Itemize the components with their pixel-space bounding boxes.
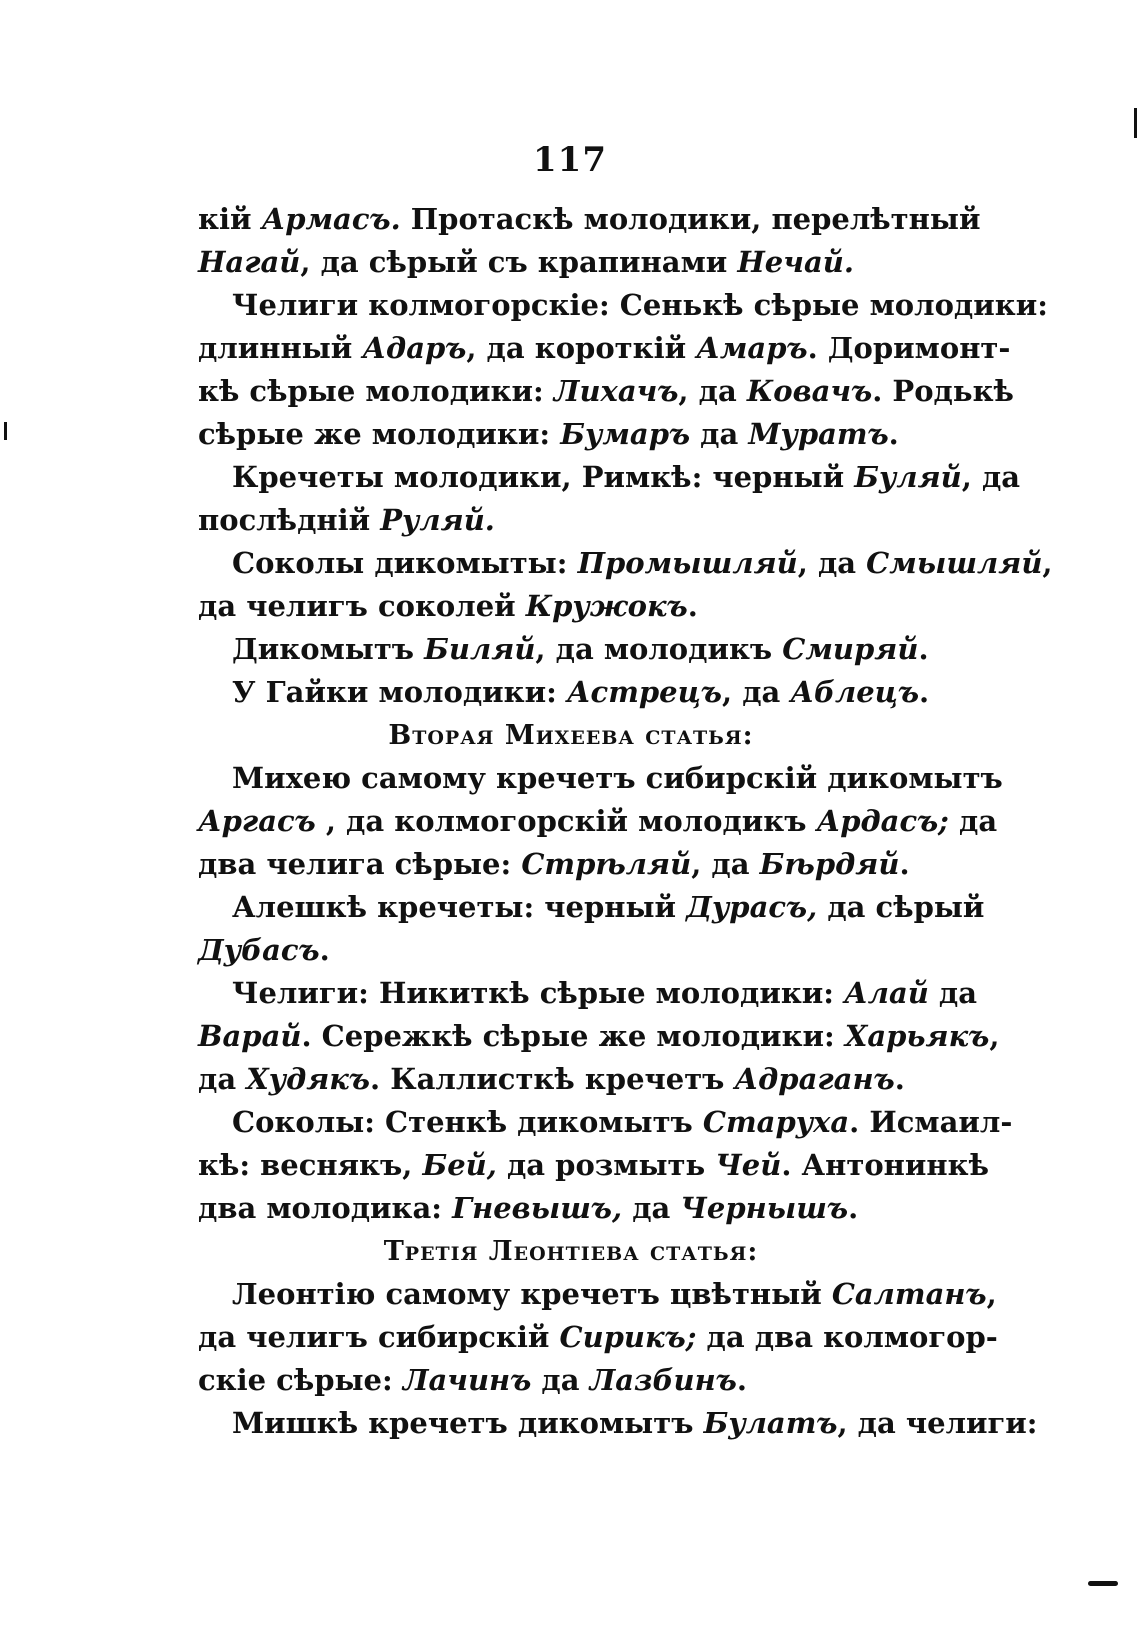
italic-name: Сирикъ;	[559, 1320, 697, 1354]
text-run: Кречеты молодики, Римкѣ: черный	[232, 460, 855, 494]
text-line	[198, 370, 1014, 413]
text-run: .	[894, 1062, 905, 1096]
italic-name: Дубасъ	[198, 933, 320, 967]
text-run: кій	[198, 202, 262, 236]
italic-name: Астрецъ	[566, 675, 722, 709]
text-run: , да	[678, 374, 747, 408]
text-run: Челиги колмогорскіе: Сенькѣ сѣрые молодики:	[232, 288, 1048, 322]
text-line	[198, 800, 998, 843]
text-run: да	[198, 1062, 247, 1096]
text-run: У Гайки молодики:	[232, 675, 567, 709]
text-run: Третія Леонтіева статья:	[383, 1236, 759, 1267]
text-run: ,	[989, 1019, 1000, 1053]
text-run: . Родькѣ	[872, 374, 1014, 408]
text-run: послѣдній	[198, 503, 381, 537]
text-run: Леонтію самому кречетъ цвѣтный	[232, 1277, 832, 1311]
text-line	[198, 456, 1021, 499]
text-run: Челиги: Никиткѣ сѣрые молодики:	[232, 976, 845, 1010]
text-line	[198, 413, 944, 456]
italic-name: Адаръ	[362, 331, 467, 365]
page-number: 117	[533, 140, 607, 180]
text-line	[198, 628, 944, 671]
italic-name: Бей,	[422, 1148, 497, 1182]
text-run: , да сѣрый съ крапинами	[300, 245, 738, 279]
italic-name: Гневышъ,	[452, 1191, 623, 1225]
text-line	[198, 1316, 998, 1359]
italic-name: Армасъ.	[261, 202, 401, 236]
text-run: да	[948, 804, 998, 838]
text-run: Дикомытъ	[232, 632, 425, 666]
text-run: сѣрые же молодики:	[198, 417, 561, 451]
text-run: Михею самому кречетъ сибирскій дикомытъ	[232, 761, 1003, 795]
text-run: да два колмогор-	[696, 1320, 998, 1354]
text-run: . Доримонт-	[807, 331, 1011, 365]
italic-name: Салтанъ	[831, 1277, 987, 1311]
text-run: .	[919, 675, 930, 709]
text-line	[198, 1273, 997, 1316]
italic-name: Муратъ	[748, 417, 889, 451]
text-run: да	[690, 417, 749, 451]
italic-name: Харьякъ	[844, 1019, 990, 1053]
text-line	[198, 1402, 1038, 1445]
text-line	[198, 1015, 1000, 1058]
text-run: длинный	[198, 331, 363, 365]
text-line	[198, 542, 1053, 585]
italic-name: Лачинъ	[402, 1363, 532, 1397]
text-line	[198, 585, 944, 628]
text-run: да сѣрый	[817, 890, 985, 924]
text-run: .	[319, 933, 330, 967]
text-run: .	[848, 1191, 859, 1225]
italic-name: Руляй.	[380, 503, 495, 537]
italic-name: Стрѣляй	[521, 847, 692, 881]
section-heading	[198, 714, 944, 757]
text-run: , да	[691, 847, 760, 881]
text-run: , да	[961, 460, 1021, 494]
italic-name: Кружокъ	[525, 589, 688, 623]
italic-name: Ковачъ	[746, 374, 873, 408]
italic-name: Бумаръ	[560, 417, 691, 451]
text-run: , да челиги:	[837, 1406, 1038, 1440]
text-run: Соколы: Стенкѣ дикомытъ	[232, 1105, 703, 1139]
text-run: . Сережкѣ сѣрые же молодики:	[301, 1019, 845, 1053]
text-run: да	[622, 1191, 681, 1225]
text-line	[198, 886, 985, 929]
text-line	[198, 1101, 1013, 1144]
text-run: .	[899, 847, 910, 881]
page-body-text	[198, 198, 1053, 1445]
italic-name: Нагай	[198, 245, 301, 279]
text-run: да челигъ соколей	[198, 589, 526, 623]
text-run: да	[531, 1363, 590, 1397]
text-run: Соколы дикомыты:	[232, 546, 578, 580]
text-run: кѣ сѣрые молодики:	[198, 374, 554, 408]
section-heading	[198, 1230, 944, 1273]
text-run: два челига сѣрые:	[198, 847, 522, 881]
text-run: да челигъ сибирскій	[198, 1320, 560, 1354]
text-line	[198, 327, 1011, 370]
text-line	[198, 198, 981, 241]
text-run: Протаскѣ молодики, перелѣтный	[400, 202, 981, 236]
italic-name: Ардасъ;	[816, 804, 949, 838]
italic-name: Промышляй	[577, 546, 798, 580]
right-edge-dash	[1088, 1581, 1118, 1586]
text-line	[198, 1058, 944, 1101]
text-run: .	[888, 417, 899, 451]
italic-name: Чей	[715, 1148, 782, 1182]
text-run: , да короткій	[466, 331, 697, 365]
text-run: , да колмогорскій молодикъ	[315, 804, 817, 838]
text-run: да розмыть	[496, 1148, 716, 1182]
text-run: . Каллисткѣ кречетъ	[370, 1062, 735, 1096]
text-run: .	[918, 632, 929, 666]
text-run: Алешкѣ кречеты: черный	[232, 890, 687, 924]
left-edge-mark	[4, 422, 7, 440]
text-run: . Антонинкѣ	[781, 1148, 989, 1182]
text-run: .	[736, 1363, 747, 1397]
italic-name: Буляй	[854, 460, 962, 494]
text-line	[198, 1144, 989, 1187]
text-line	[198, 241, 944, 284]
text-run: скіе сѣрые:	[198, 1363, 403, 1397]
text-run: два молодика:	[198, 1191, 453, 1225]
text-run: , да молодикъ	[535, 632, 783, 666]
text-line	[198, 1359, 944, 1402]
text-run: , да	[722, 675, 791, 709]
italic-name: Лихачъ	[553, 374, 679, 408]
italic-name: Худякъ	[246, 1062, 371, 1096]
text-line	[198, 1187, 944, 1230]
italic-name: Дурасъ,	[686, 890, 818, 924]
italic-name: Нечай.	[737, 245, 854, 279]
text-run: да	[928, 976, 978, 1010]
text-line	[198, 972, 978, 1015]
text-run: ,	[1042, 546, 1053, 580]
text-line	[198, 757, 1003, 800]
text-run: . Исмаил-	[849, 1105, 1013, 1139]
italic-name: Смиряй	[782, 632, 919, 666]
text-run: кѣ: веснякъ,	[198, 1148, 423, 1182]
text-line	[198, 284, 1048, 327]
italic-name: Чернышъ	[680, 1191, 849, 1225]
text-run: ,	[986, 1277, 997, 1311]
italic-name: Бѣрдяй	[759, 847, 900, 881]
text-line	[198, 499, 944, 542]
italic-name: Биляй	[424, 632, 536, 666]
italic-name: Булатъ	[703, 1406, 838, 1440]
text-run: , да	[797, 546, 867, 580]
text-line	[198, 929, 944, 972]
text-run: Мишкѣ кречетъ дикомытъ	[232, 1406, 704, 1440]
italic-name: Алай	[844, 976, 929, 1010]
text-run: Вторая Михеева статья:	[388, 720, 754, 751]
text-line	[198, 671, 944, 714]
text-run: .	[687, 589, 698, 623]
italic-name: Аблецъ	[790, 675, 920, 709]
italic-name: Адраганъ	[734, 1062, 895, 1096]
text-line	[198, 843, 944, 886]
italic-name: Варай	[198, 1019, 302, 1053]
italic-name: Аргасъ	[198, 804, 316, 838]
italic-name: Лазбинъ	[589, 1363, 737, 1397]
italic-name: Амаръ	[696, 331, 808, 365]
right-edge-mark-top	[1134, 108, 1137, 138]
italic-name: Смышляй	[866, 546, 1043, 580]
italic-name: Старуха	[702, 1105, 850, 1139]
